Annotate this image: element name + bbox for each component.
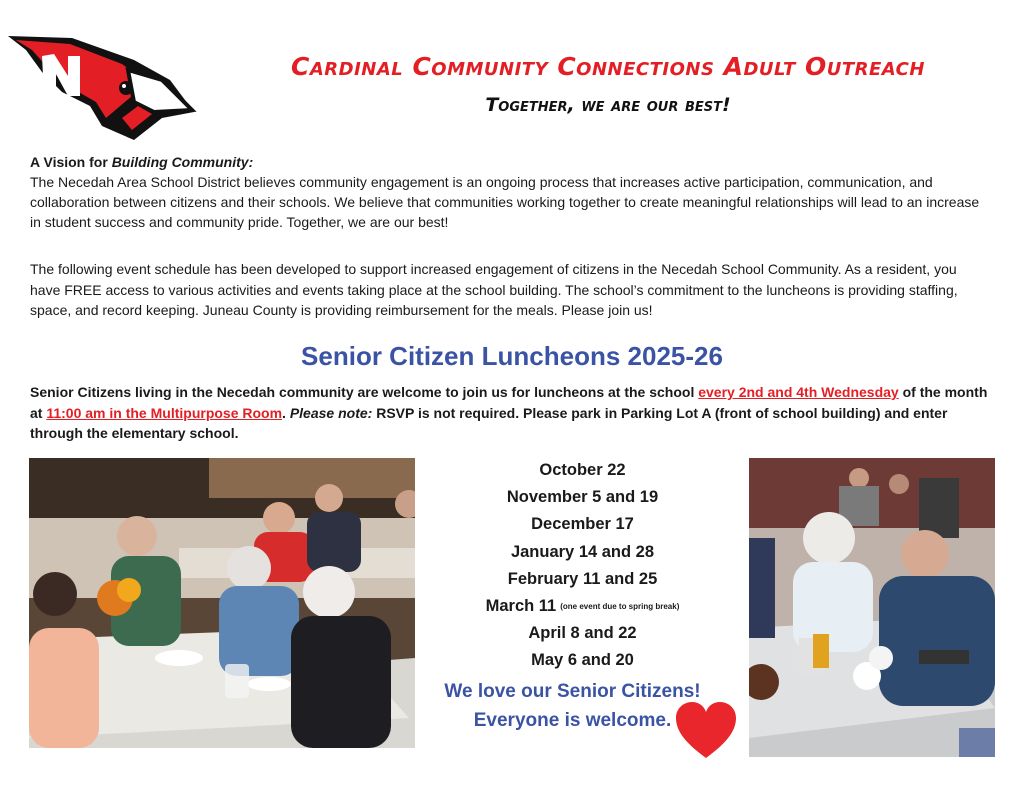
luncheon-photo-right	[749, 458, 995, 757]
tagline: Together, we are our best!	[485, 94, 731, 116]
page-title: Cardinal Community Connections Adult Outreach	[291, 52, 925, 81]
wednesday-highlight: every 2nd and 4th Wednesday	[698, 384, 899, 400]
vision-section	[30, 152, 985, 232]
date-item: December 17	[531, 515, 634, 534]
date-item: November 5 and 19	[506, 488, 659, 507]
date-item: February 11 and 25	[507, 569, 658, 588]
luncheons-title: Senior Citizen Luncheons 2025-26	[301, 341, 723, 371]
closing-line-2: Everyone is welcome.	[473, 710, 672, 731]
date-item: January 14 and 28	[510, 542, 655, 561]
date-item: October 22	[539, 461, 626, 479]
heart-icon	[674, 700, 738, 760]
vision-paragraph: The Necedah Area School District believes community engagement is an ongoing process that increases active participation, communication, and collaboration between citizens and their schools. We believe that communities working together to create meaningful relationships will lead to an increase in student success and community pride. Together, we are our best!	[30, 174, 980, 230]
note-label: Please note:	[289, 404, 373, 421]
date-item: April 8 and 22	[528, 624, 637, 643]
luncheon-dates	[420, 457, 745, 675]
closing-line-1: We love our Senior Citizens!	[444, 681, 701, 702]
schedule-paragraph: The following event schedule has been developed to support increased engagement of citizens in the Necedah School Community. As a resident, you have FREE access to various activities and events taking place at the school building. The school’s commitment to the luncheons is providing staffing, space, and record keeping. Juneau County is providing reimbursement for the meals. Please join us!	[30, 261, 958, 318]
cardinal-logo	[2, 14, 198, 140]
vision-heading: A Vision for Building Community:	[30, 154, 254, 170]
time-location-highlight: 11:00 am in the Multipurpose Room	[46, 404, 283, 421]
luncheons-intro: Senior Citizens living in the Necedah community are welcome to join us for luncheons at the school every 2nd and 4th Wednesday of the month at 11:00 am in the Multipurpose Room. Please note: RSVP is not required. Please park in Parking Lot A (front of school building) and enter through the elementary school.	[30, 384, 988, 441]
march-note: (one event due to spring break)	[560, 601, 680, 611]
date-item-march: March 11 (one event due to spring break)	[485, 596, 680, 615]
luncheon-photo-left	[29, 458, 415, 748]
date-item: May 6 and 20	[531, 651, 634, 670]
